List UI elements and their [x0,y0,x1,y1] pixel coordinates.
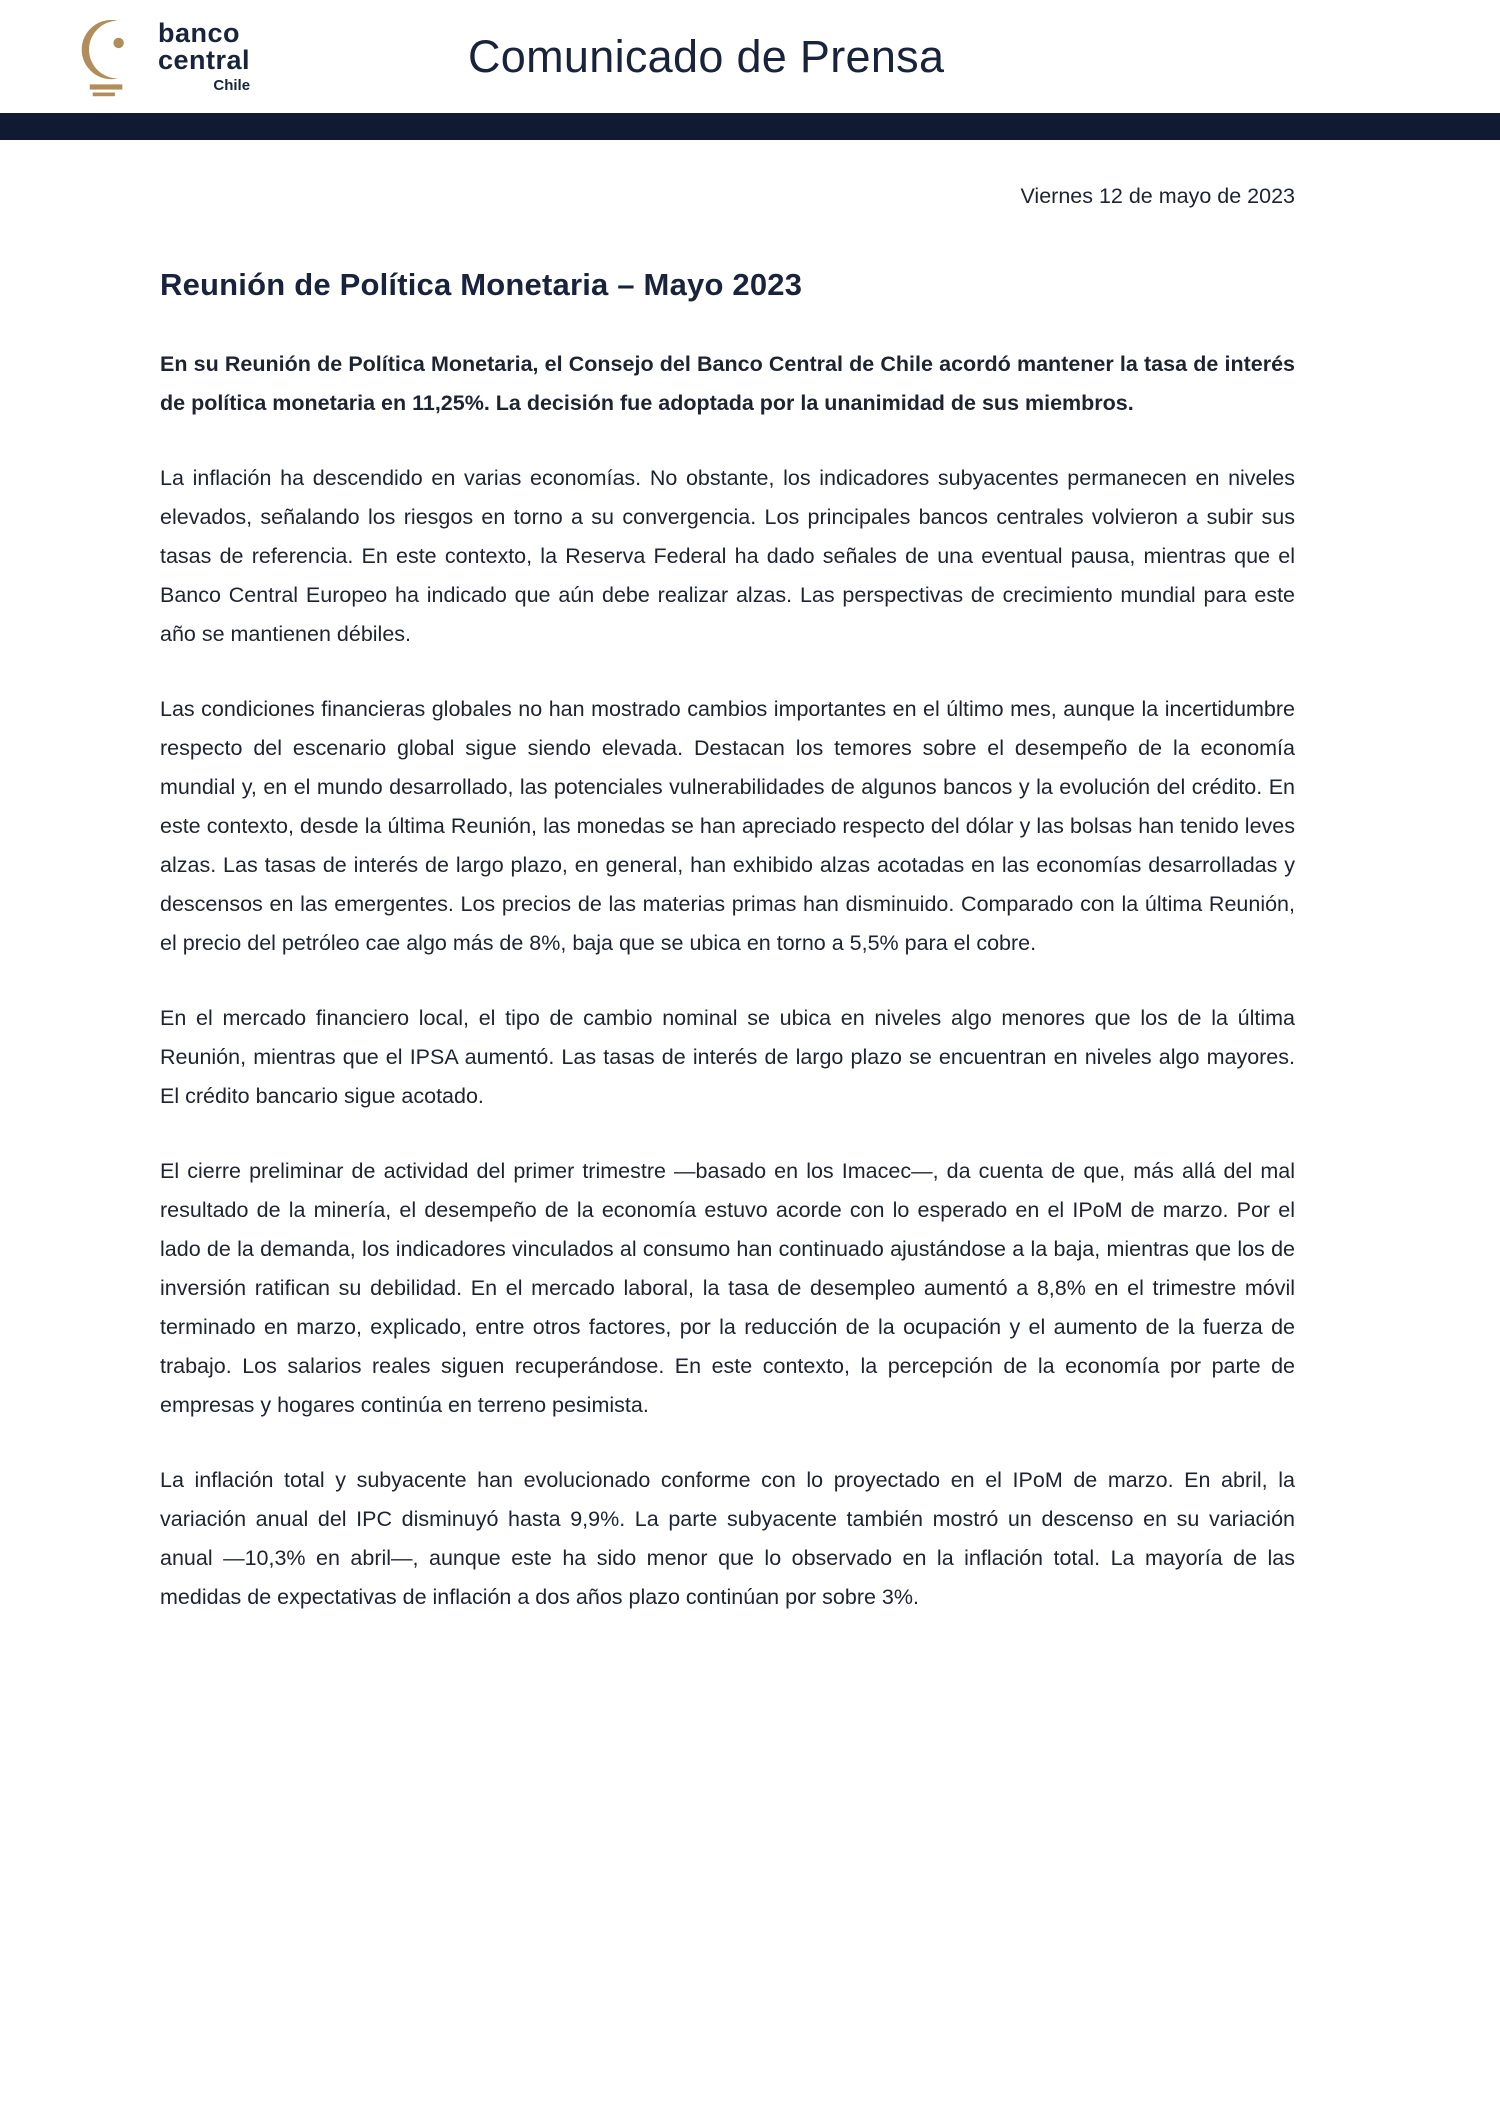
header [0,0,1500,113]
paragraph-2: Las condiciones financieras globales no han mostrado cambios importantes en el último mes, aunque la incertidumbre respecto del escenario global sigue siendo elevada. Destacan los temores sobre el desempeño de la economía mundial y, en el mundo desarrollado, las potenciales vulnerabilidades de algunos bancos y la evolución del crédito. En este contexto, desde la última Reunión, las monedas se han apreciado respecto del dólar y las bolsas han tenido leves alzas. Las tasas de interés de largo plazo, en general, han exhibido alzas acotadas en las economías desarrolladas y descensos en las emergentes. Los precios de las materias primas han disminuido. Comparado con la última Reunión, el precio del petróleo cae algo más de 8%, baja que se ubica en torno a 5,5% para el cobre. [160,697,1295,955]
page-title: Reunión de Política Monetaria – Mayo 2023 [160,267,803,302]
paragraph-3: En el mercado financiero local, el tipo de cambio nominal se ubica en niveles algo menores que los de la última Reunión, mientras que el IPSA aumentó. Las tasas de interés de largo plazo se encuentran en niveles algo mayores. El crédito bancario sigue acotado. [160,1006,1295,1108]
header-divider-bar [0,113,1500,140]
paragraph-5: La inflación total y subyacente han evolucionado conforme con lo proyectado en el IPoM de marzo. En abril, la variación anual del IPC disminuyó hasta 9,9%. La parte subyacente también mostró un descenso en su variación anual —10,3% en abril—, aunque este ha sido menor que lo observado en la inflación total. La mayoría de las medidas de expectativas de inflación a dos años plazo continúan por sobre 3%. [160,1468,1295,1609]
bank-logo [72,16,250,98]
bank-logo-text [158,20,250,93]
document-body [0,140,1500,1697]
paragraph-1: La inflación ha descendido en varias economías. No obstante, los indicadores subyacentes permanecen en niveles elevados, señalando los riesgos en torno a su convergencia. Los principales bancos centrales volvieron a subir sus tasas de referencia. En este contexto, la Reserva Federal ha dado señales de una eventual pausa, mientras que el Banco Central Europeo ha indicado que aún debe realizar alzas. Las perspectivas de crecimiento mundial para este año se mantienen débiles. [160,466,1295,646]
paragraph-4: El cierre preliminar de actividad del primer trimestre —basado en los Imacec—, da cuenta de que, más allá del mal resultado de la minería, el desempeño de la economía estuvo acorde con lo esperado en el IPoM de marzo. Por el lado de la demanda, los indicadores vinculados al consumo han continuado ajustándose a la baja, mientras que los de inversión ratifican su debilidad. En el mercado laboral, la tasa de desempleo aumentó a 8,8% en el trimestre móvil terminado en marzo, explicado, entre otros factores, por la reducción de la ocupación y el aumento de la fuerza de trabajo. Los salarios reales siguen recuperándose. En este contexto, la percepción de la economía por parte de empresas y hogares continúa en terreno pesimista. [160,1159,1295,1417]
date-line: Viernes 12 de mayo de 2023 [1020,184,1295,208]
document-type-title: Comunicado de Prensa [468,30,945,82]
bank-logo-word-central: central [158,45,251,75]
bank-logo-word-banco: banco [158,18,241,48]
bank-logo-icon [72,16,146,98]
bank-logo-country: Chile [213,77,251,94]
lead-paragraph: En su Reunión de Política Monetaria, el Consejo del Banco Central de Chile acordó mantener la tasa de interés de política monetaria en 11,25%. La decisión fue adoptada por la unanimidad de sus miembros. [160,352,1295,415]
